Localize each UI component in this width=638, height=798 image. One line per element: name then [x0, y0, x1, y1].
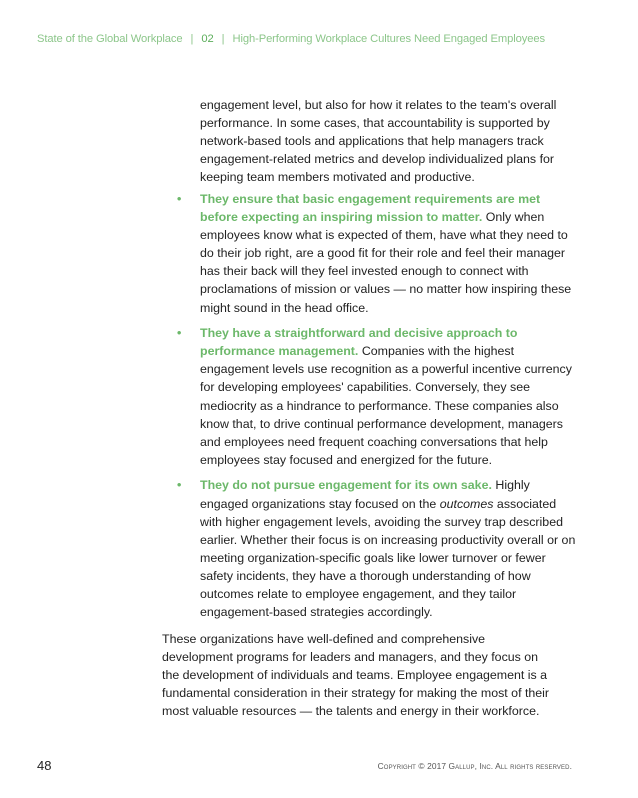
header-divider: |: [190, 33, 194, 45]
bullet-emphasis: outcomes: [439, 496, 494, 511]
bullet-body: Highly engaged organizations stay focused on the: [200, 478, 530, 511]
continuation-paragraph: [200, 96, 570, 186]
page-number: 48: [37, 758, 52, 773]
bullet-lead: They ensure that basic engagement requirements are met before expecting an inspiring mission to matter.: [200, 192, 541, 225]
section-title: High-Performing Workplace Cultures Need Engaged Employees: [232, 33, 545, 45]
section-number: 02: [201, 33, 214, 45]
bullet-body: Companies with the highest engagement levels use recognition as a powerful incentive currency for developing employees' capabilities. Conversely, they see mediocrity as a hindrance to performance. These companies also know that, to drive continual performance development, managers and employees need frequent coaching conversations that help employees stay focused and energized for the future.: [200, 344, 572, 467]
bullet-lead: They do not pursue engagement for its own sake.: [200, 478, 492, 493]
closing-paragraph: These organizations have well-defined and comprehensive development programs for leaders and managers, and they focus on the development of individuals and teams. Employee engagement is a fundamental consideration in their strategy for making the most of their most valuable resources — the talents and energy in their workforce.: [162, 632, 550, 719]
report-title: State of the Global Workplace: [37, 33, 183, 45]
header-divider: |: [221, 33, 225, 45]
copyright-notice: Copyright © 2017 Gallup, Inc. All rights reserved.: [377, 761, 572, 771]
bullet-body: associated with higher engagement levels, avoiding the survey trap described earlier. Whether their focus is on increasing productivity overall or on meeting organization-specific goals like lower turnover or fewer safety incidents, they have a thorough understanding of how outcomes relate to employee engagement, and they tailor engagement-based strategies accordingly.: [200, 496, 576, 620]
running-header: [37, 33, 545, 45]
bullet-list: [177, 190, 577, 629]
continuation-text: engagement level, but also for how it relates to the team's overall performance. In some cases, that accountability is supported by network-based tools and applications that help managers track engagement-related metrics and develop individualized plans for keeping team members motivated and productive.: [200, 98, 557, 185]
bullet-icon: •: [177, 192, 182, 206]
bullet-item: [177, 324, 577, 469]
bullet-body: Only when employees know what is expected of them, have what they need to do their job right, are a good fit for their role and feel their manager has their back will they feel invested enough to connect with proclamations of mission or values — no matter how inspiring these might sound in the head office.: [200, 210, 572, 315]
bullet-lead: They have a straightforward and decisive approach to performance management.: [200, 326, 518, 359]
bullet-icon: •: [177, 478, 182, 493]
bullet-item: [177, 476, 577, 621]
bullet-icon: •: [177, 326, 182, 341]
bullet-item: [177, 190, 577, 317]
